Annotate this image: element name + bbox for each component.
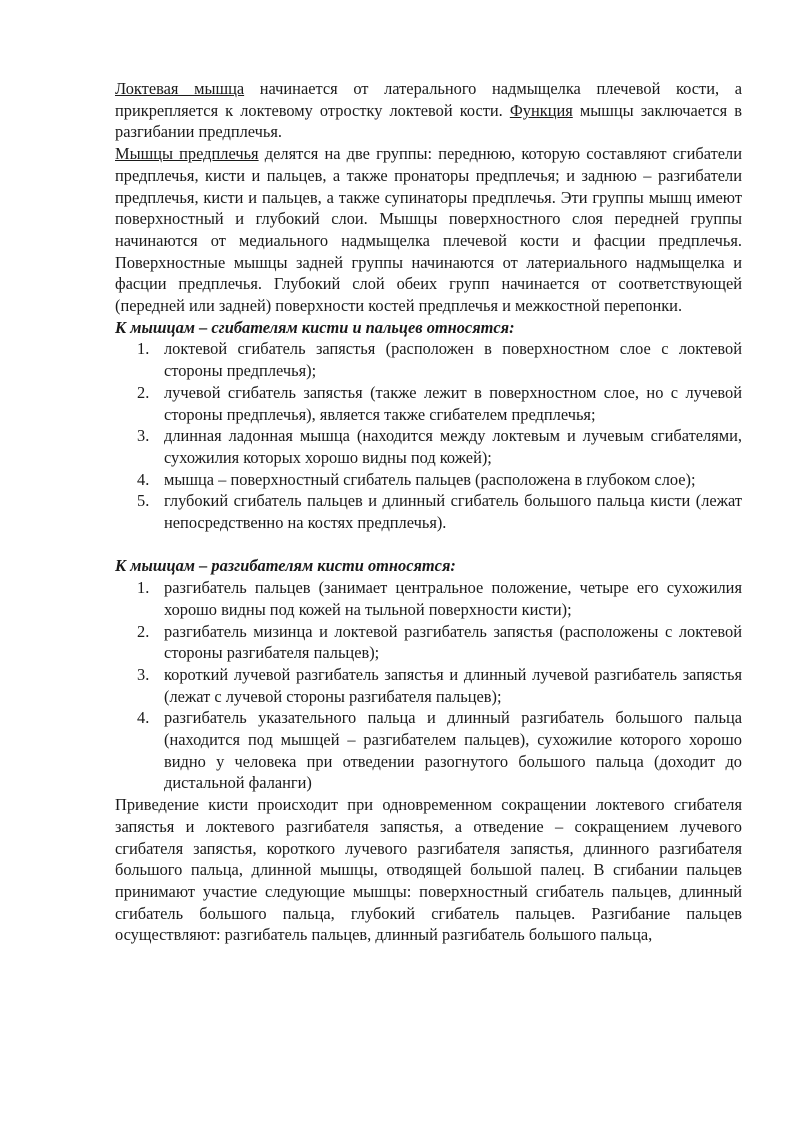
list-extensors	[115, 577, 742, 794]
list-item: 1. разгибатель пальцев (занимает центральное положение, четыре его сухожилия хорошо видны под кожей на тыльной поверхности кисти);	[137, 578, 742, 619]
list-item: 1. локтевой сгибатель запястья (расположен в поверхностном слое с локтевой стороны предплечья);	[137, 339, 742, 381]
paragraph-hand-movement: Приведение кисти происходит при одновременном сокращении локтевого сгибателя запястья и локтевого разгибателя запястья, а отведение – сокращением лучевого сгибателя запястья, короткого лучевого разгибателя запястья, длинного разгибателя большого пальца, длинной мышцы, отводящей большой палец. В сгибании пальцев принимают участие следующие мышцы: поверхностный сгибатель пальцев, длинный сгибатель большого пальца, глубокий сгибатель пальцев. Разгибание пальцев осуществляют: разгибатель пальцев, длинный разгибатель большого пальца,	[115, 795, 742, 945]
spacer	[115, 534, 742, 556]
list-item: 3. длинная ладонная мышца (находится между локтевым и лучевым сгибателями, сухожилия которых хорошо видны под кожей);	[137, 426, 742, 467]
list-item: 4. разгибатель указательного пальца и длинный разгибатель большого пальца (находится под мышцей – разгибателем пальцев), сухожилие которого хорошо видно у человека при отведении разогнутого большого пальца (доходит до дистальной фаланги)	[137, 708, 742, 793]
list-item: 2. разгибатель мизинца и локтевой разгибатель запястья (расположены с локтевой стороны разгибателя пальцев);	[137, 621, 742, 663]
link-function[interactable]: Функция	[509, 100, 573, 120]
list-item: 3. короткий лучевой разгибатель запястья и длинный лучевой разгибатель запястья (лежат с лучевой стороны разгибателя пальцев);	[137, 664, 742, 706]
link-forearm-muscles[interactable]: Мышцы предплечья	[115, 144, 259, 164]
list-flexors	[115, 338, 742, 533]
list-item: 2. лучевой сгибатель запястья (также лежит в поверхностном слое, но с лучевой стороны предплечья), является также сгибателем предплечья;	[137, 382, 742, 424]
heading-flexors: К мышцам – сгибателям кисти и пальцев относятся:	[115, 317, 515, 337]
link-ulnar-muscle[interactable]: Локтевая мышца	[115, 79, 245, 98]
list-item: 5. глубокий сгибатель пальцев и длинный сгибатель большого пальца кисти (лежат непосредственно на костях предплечья).	[137, 491, 742, 533]
heading-extensors: К мышцам – разгибателям кисти относятся:	[115, 556, 456, 576]
list-item: 4. мышца – поверхностный сгибатель пальцев (расположена в глубоком слое);	[137, 469, 696, 489]
paragraph-ulnar-muscle: Локтевая мышца начинается от латерального надмыщелка плечевой кости, а прикрепляется к локтевому отростку локтевой кости. Функция мышцы заключается в разгибании предплечья.	[115, 79, 742, 142]
paragraph-forearm-muscles: Мышцы предплечья делятся на две группы: переднюю, которую составляют сгибатели предплечья, кисти и пальцев, а также пронаторы предплечья; и заднюю – разгибатели предплечья, кисти и пальцев, а также супинаторы предплечья. Эти группы мышц имеют поверхностный и глубокий слои. Мышцы поверхностного слоя передней группы начинаются от медиального надмыщелка плечевой кости и фасции предплечья. Поверхностные мышцы задней группы начинаются от латериального надмыщелка и фасции предплечья. Глубокий слой обеих групп начинается от соответствующей (передней или задней) поверхности костей предплечья и межкостной перепонки.	[115, 144, 743, 316]
document-page	[115, 78, 742, 946]
